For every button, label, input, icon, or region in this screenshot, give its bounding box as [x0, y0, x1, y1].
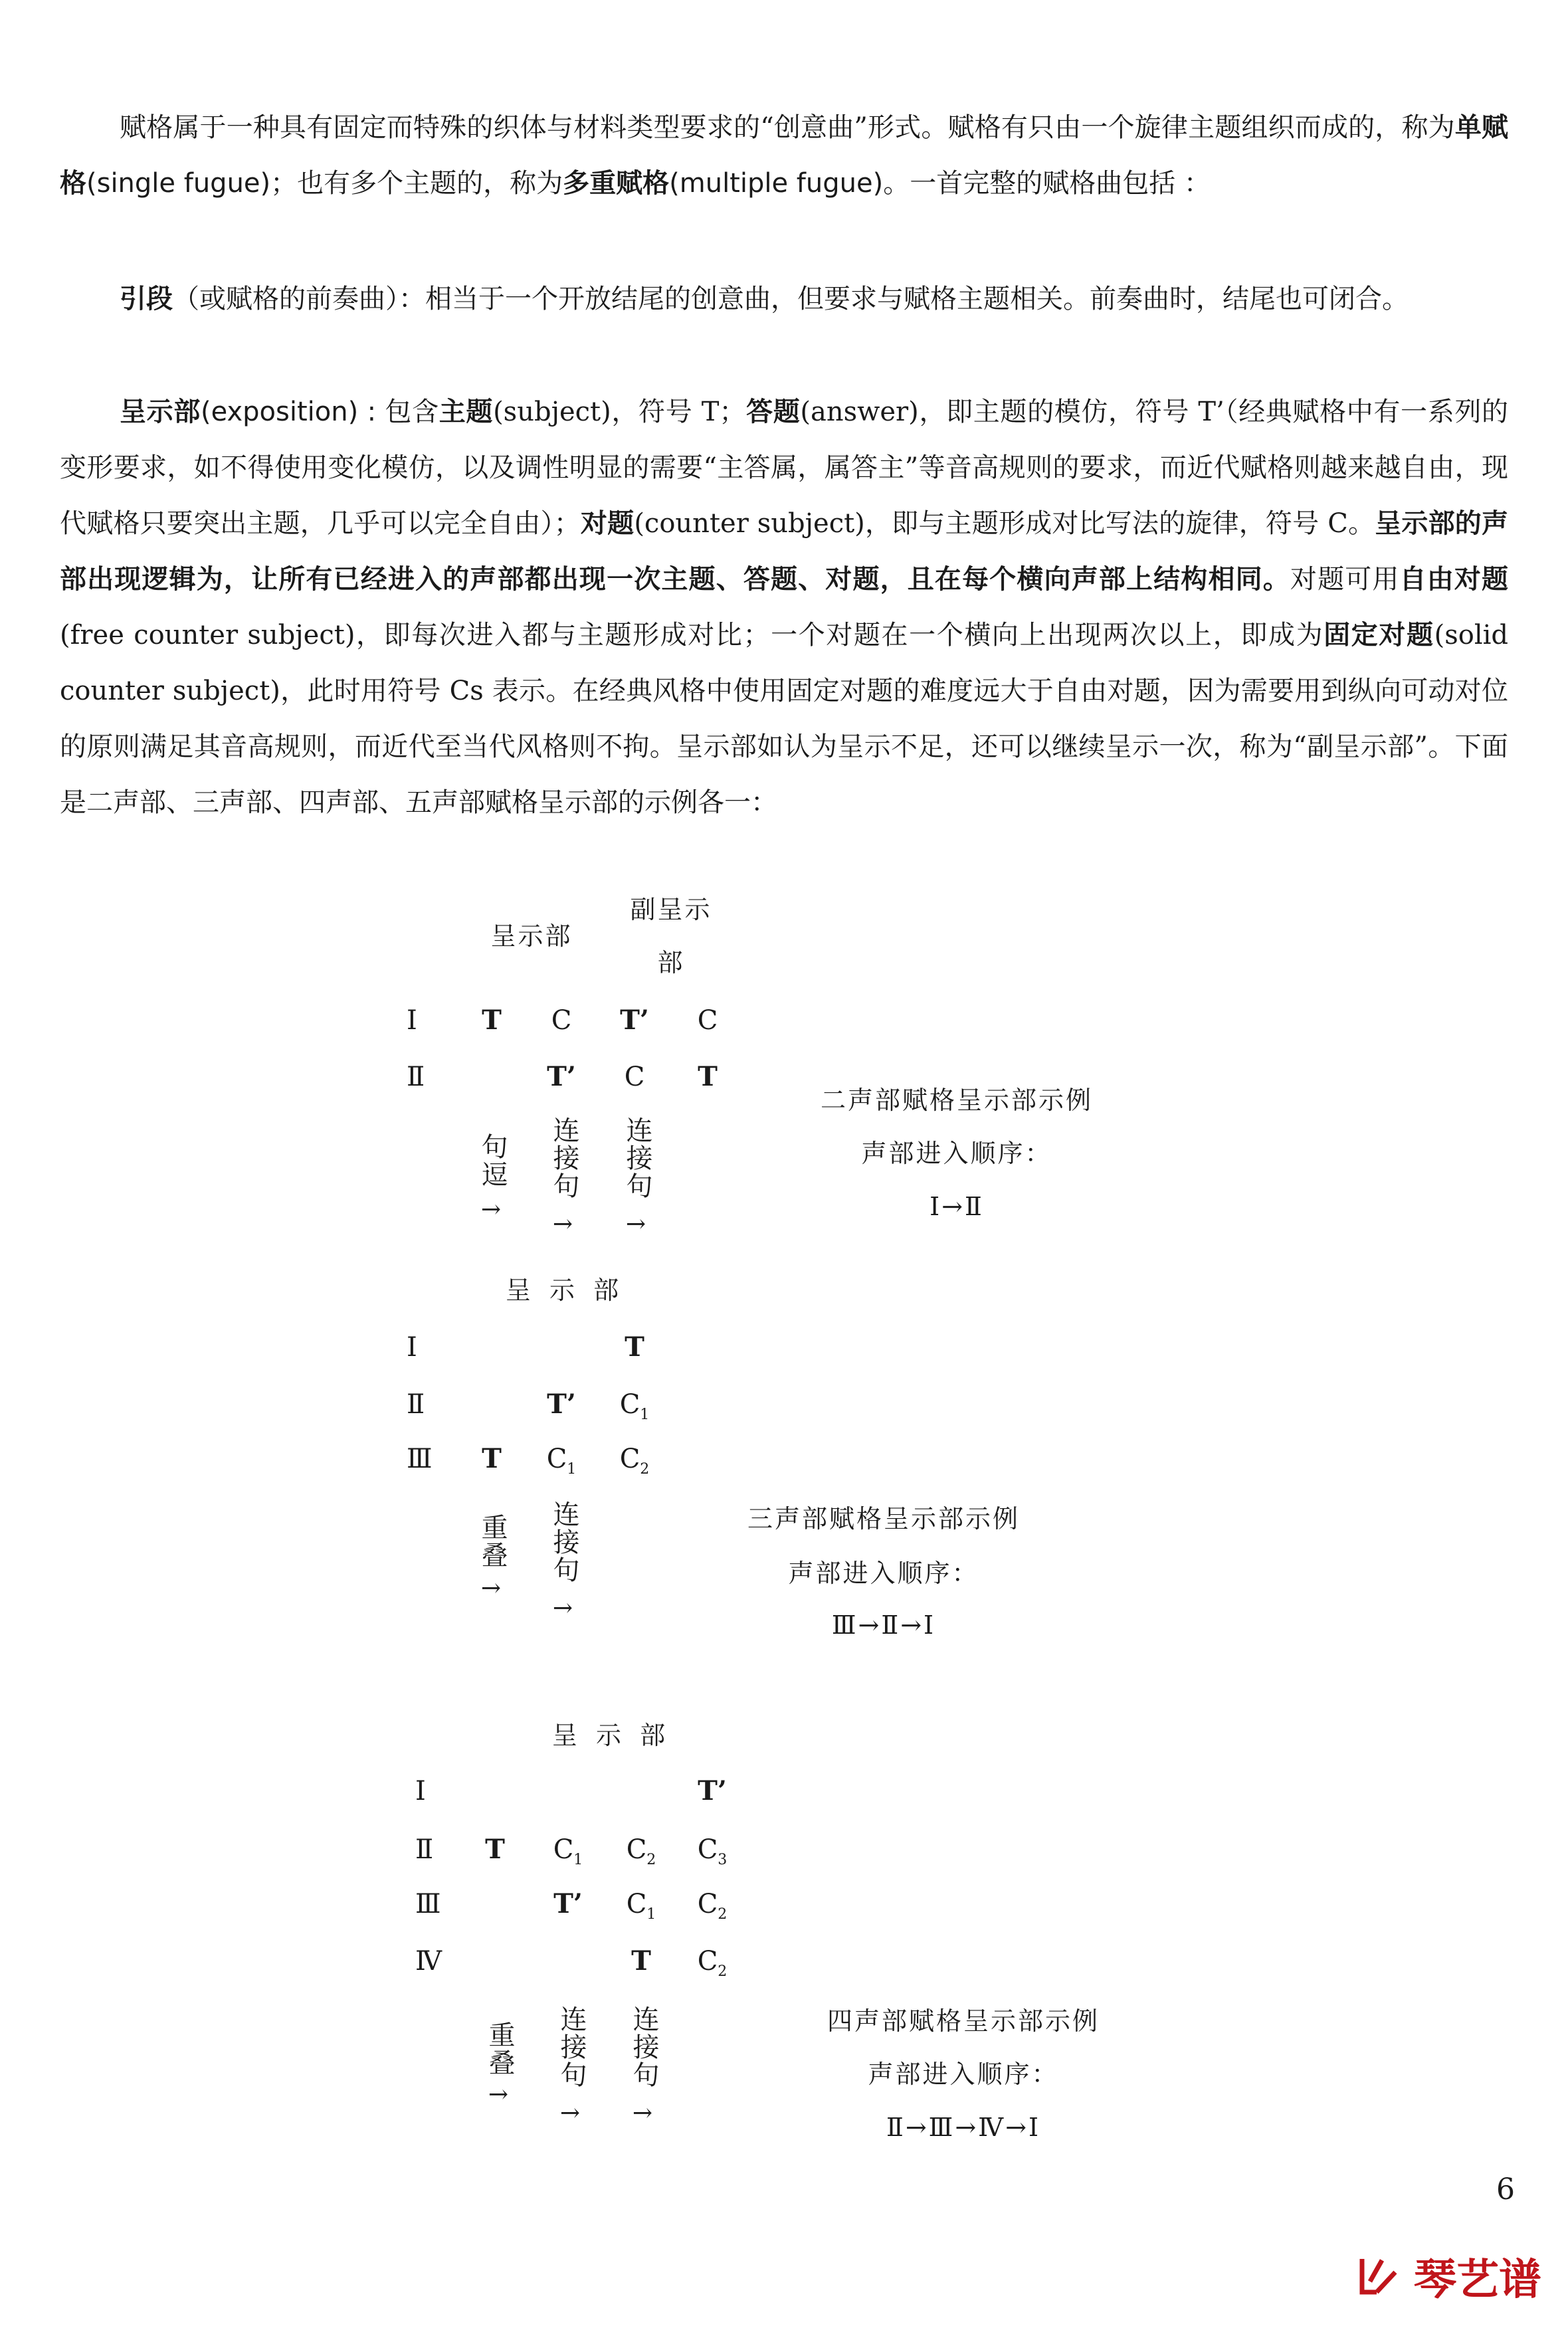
- subscript: 1: [646, 1906, 656, 1923]
- caption-order-label: 声部进入顺序：: [861, 1139, 1052, 1168]
- term-prelude: 引段: [120, 284, 173, 314]
- label-link: 连接句: [629, 2005, 659, 2089]
- text: (multiple fugue)。一首完整的赋格曲包括 ：: [669, 168, 1211, 199]
- cell-subject: T: [625, 1331, 644, 1363]
- header-sub-exposition: 副呈示: [630, 895, 712, 924]
- label-link: 连接句: [549, 1116, 579, 1200]
- cell-answer: T’: [553, 1888, 583, 1919]
- text: C: [619, 1444, 640, 1474]
- term-multiple-fugue: 多重赋格: [563, 168, 670, 199]
- arrow-icon: →: [559, 2099, 581, 2127]
- cell-counter: [548, 1834, 588, 1876]
- text: C: [626, 1889, 647, 1919]
- header-exposition: 呈 示 部: [551, 1721, 671, 1750]
- term-free-counter-subject: 自由对题: [1399, 564, 1509, 595]
- term-single-fugue: 单赋格: [60, 112, 1509, 199]
- arrow-icon: →: [552, 1595, 573, 1622]
- paragraph-prelude: [60, 271, 1508, 327]
- header-sub-exposition-2: 部: [657, 948, 685, 977]
- subscript: 1: [567, 1461, 577, 1478]
- label-overlap: 重叠: [477, 1513, 508, 1569]
- cell-answer: T’: [547, 1061, 576, 1092]
- caption-title: 三声部赋格呈示部示例: [747, 1504, 1020, 1533]
- subscript: 2: [718, 1906, 728, 1923]
- term-subject: 主题: [439, 397, 494, 427]
- voice-label-4: Ⅳ: [415, 1946, 442, 1977]
- label-phrase-break: 句逗: [477, 1133, 508, 1189]
- caption-order: Ⅱ→Ⅲ→Ⅳ→Ⅰ: [886, 2113, 1040, 2142]
- arrow-icon: →: [480, 1196, 502, 1223]
- voice-label-2: Ⅱ: [407, 1062, 425, 1092]
- subscript: 1: [573, 1852, 583, 1868]
- text: C: [546, 1444, 567, 1474]
- subscript: 2: [640, 1461, 650, 1478]
- cell-counter: [621, 1888, 661, 1931]
- cell-counter: C: [551, 1005, 572, 1036]
- arrow-icon: →: [488, 2081, 509, 2108]
- arrow-icon: →: [632, 2099, 653, 2127]
- paragraph-exposition: [60, 384, 1508, 830]
- subscript: 3: [718, 1852, 728, 1868]
- voice-label-1: Ⅰ: [407, 1005, 417, 1036]
- caption-order: Ⅰ→Ⅱ: [930, 1192, 984, 1221]
- cell-subject: T: [482, 1443, 502, 1474]
- arrow-icon: →: [480, 1575, 502, 1602]
- voice-label-3: Ⅲ: [415, 1889, 441, 1919]
- term-counter-subject: 对题: [580, 508, 635, 539]
- subscript: 1: [640, 1407, 650, 1423]
- label-link: 连接句: [556, 2005, 587, 2089]
- cell-counter: [615, 1443, 654, 1486]
- voice-label-2: Ⅱ: [415, 1834, 434, 1865]
- text: C: [697, 1834, 718, 1865]
- cell-subject: T: [631, 1945, 651, 1977]
- page-number: 6: [1496, 2173, 1515, 2206]
- text: (free counter subject)，即每次进入都与主题形成对比；一个对题在一个横向上出现两次以上，即成为: [60, 620, 1324, 650]
- term-solid-counter-subject: 固定对题: [1323, 620, 1434, 650]
- voice-label-1: Ⅰ: [415, 1776, 426, 1806]
- term-exposition: 呈示部: [120, 397, 201, 427]
- caption-order-label: 声部进入顺序：: [868, 2060, 1059, 2089]
- text: 赋格属于一种具有固定而特殊的织体与材料类型要求的“创意曲”形式。赋格有只由一个旋律主题组织而成的，称为: [120, 112, 1455, 143]
- brand-logo: [1357, 2246, 1541, 2307]
- header-exposition: 呈 示 部: [505, 1276, 625, 1305]
- caption-title: 二声部赋格呈示部示例: [820, 1086, 1093, 1115]
- text: (exposition) : 包含: [200, 397, 439, 427]
- text: （或赋格的前奏曲）：相当于一个开放结尾的创意曲，但要求与赋格主题相关。前奏曲时，结尾也可闭合。: [173, 284, 1409, 314]
- cell-subject: T: [485, 1834, 505, 1865]
- label-link: 连接句: [549, 1500, 579, 1584]
- logo-icon: [1357, 2255, 1399, 2297]
- cell-answer: T’: [620, 1005, 649, 1036]
- exposition-rule: 呈示部的声部出现逻辑为，让所有已经进入的声部都出现一次主题、答题、对题，且在每个横向声部上结构相同。: [60, 508, 1509, 595]
- label-overlap: 重叠: [484, 2021, 515, 2077]
- cell-counter: [692, 1888, 732, 1931]
- subscript: 2: [646, 1852, 656, 1868]
- text: C: [697, 1946, 718, 1977]
- text: (answer)，即主题的模仿，符号 T’（经典赋格中有一系列的变形要求，如不得使用变化模仿，以及调性明显的需要“主答属，属答主”等音高规则的要求，而近代赋格则越来越自由，现代赋格只要突出主题，几乎可以完全自由）；: [60, 397, 1509, 539]
- text: (subject)，符号 T；: [493, 397, 746, 427]
- subscript: 2: [718, 1963, 728, 1980]
- logo-text: 琴艺谱: [1414, 2256, 1541, 2305]
- text: (counter subject)，即与主题形成对比写法的旋律，符号 C。: [634, 508, 1375, 539]
- term-answer: 答题: [745, 397, 801, 427]
- cell-counter: [615, 1389, 654, 1431]
- text: (single fugue)；也有多个主题的，称为: [86, 168, 563, 199]
- cell-subject: T: [482, 1005, 502, 1036]
- cell-subject: T: [698, 1061, 718, 1092]
- cell-counter: C: [697, 1005, 718, 1036]
- text: C: [553, 1834, 574, 1865]
- voice-label-3: Ⅲ: [407, 1444, 433, 1474]
- voice-label-2: Ⅱ: [407, 1389, 425, 1420]
- text: (solid counter subject)，此时用符号 Cs 表示。在经典风格中使用固定对题的难度远大于自由对题，因为需要用到纵向可动对位的原则满足其音高规则，而近代至当代风格则不拘。呈示部如认为呈示不足，还可以继续呈示一次，称为“副呈示部”。下面是二声部、三声部、四声部、五声部赋格呈示部的示例各一：: [60, 620, 1509, 818]
- text: C: [619, 1389, 640, 1420]
- cell-counter: [621, 1834, 661, 1876]
- header-exposition: 呈示部: [490, 922, 573, 951]
- cell-counter: [692, 1834, 732, 1876]
- cell-counter: [541, 1443, 581, 1486]
- label-link: 连接句: [622, 1116, 652, 1200]
- cell-counter: [692, 1945, 732, 1988]
- caption-order-label: 声部进入顺序：: [788, 1559, 979, 1588]
- arrow-icon: →: [625, 1211, 646, 1238]
- text: C: [697, 1889, 718, 1919]
- paragraph-intro: [60, 100, 1508, 211]
- text: 对题可用: [1290, 564, 1400, 595]
- text: C: [626, 1834, 647, 1865]
- caption-title: 四声部赋格呈示部示例: [827, 2006, 1100, 2036]
- caption-order: Ⅲ→Ⅱ→Ⅰ: [831, 1610, 936, 1640]
- cell-answer: T’: [547, 1389, 576, 1420]
- cell-answer: T’: [698, 1775, 727, 1806]
- voice-label-1: Ⅰ: [407, 1332, 417, 1363]
- cell-counter: C: [624, 1062, 645, 1092]
- arrow-icon: →: [552, 1211, 573, 1238]
